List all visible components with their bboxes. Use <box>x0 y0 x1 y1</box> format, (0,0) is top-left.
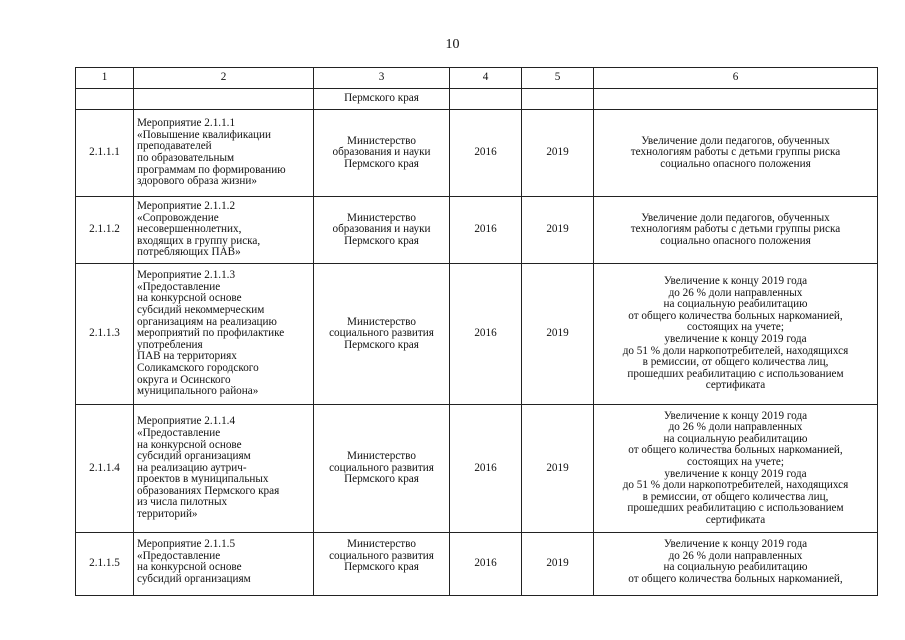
measure-name: Мероприятие 2.1.1.4 «Предоставление на конкурсной основе субсидий организациям на реализацию аутрич- проектов в муниципальных образованиях Пермского края из числа пилотных территорий» <box>134 405 314 533</box>
continued-executor: Пермского края <box>314 89 450 110</box>
measure-name: Мероприятие 2.1.1.5 «Предоставление на конкурсной основе субсидий организациям <box>134 533 314 596</box>
start-year: 2016 <box>450 405 522 533</box>
page-number: 10 <box>445 37 460 52</box>
table-header-row <box>76 68 878 89</box>
end-year: 2019 <box>522 110 594 197</box>
expected-result: Увеличение к концу 2019 года до 26 % доли направленных на социальную реабилитацию от общего количества больных наркоманией, <box>594 533 878 596</box>
start-year: 2016 <box>450 264 522 405</box>
table-row <box>76 197 878 264</box>
table-row <box>76 533 878 596</box>
header-cell: 2 <box>134 68 314 89</box>
row-number: 2.1.1.1 <box>76 110 134 197</box>
start-year: 2016 <box>450 197 522 264</box>
expected-result: Увеличение к концу 2019 года до 26 % доли направленных на социальную реабилитацию от общего количества больных наркоманией, состоящих на учете; увеличение к концу 2019 года до 51 % доли наркопотребителей, находящихся в ремиссии, от общего количества лиц, прошедших реабилитацию с использованием сертификата <box>594 405 878 533</box>
expected-result: Увеличение доли педагогов, обученных технологиям работы с детьми группы риска социально опасного положения <box>594 197 878 264</box>
end-year: 2019 <box>522 197 594 264</box>
header-cell: 6 <box>594 68 878 89</box>
row-number: 2.1.1.3 <box>76 264 134 405</box>
end-year: 2019 <box>522 533 594 596</box>
end-year: 2019 <box>522 405 594 533</box>
row-number: 2.1.1.2 <box>76 197 134 264</box>
program-table <box>75 67 878 596</box>
continued-row <box>76 89 878 110</box>
executor: Министерство социального развития Пермского края <box>314 533 450 596</box>
executor: Министерство образования и науки Пермского края <box>314 110 450 197</box>
measure-name: Мероприятие 2.1.1.2 «Сопровождение несовершеннолетних, входящих в группу риска, потребляющих ПАВ» <box>134 197 314 264</box>
row-number: 2.1.1.4 <box>76 405 134 533</box>
executor: Министерство социального развития Пермского края <box>314 405 450 533</box>
table-row <box>76 110 878 197</box>
measure-name: Мероприятие 2.1.1.3 «Предоставление на конкурсной основе субсидий некоммерческим организациям на реализацию мероприятий по профилактике употребления ПАВ на территориях Соликамского городского округа и Осинского муниципального района» <box>134 264 314 405</box>
measure-name: Мероприятие 2.1.1.1 «Повышение квалификации преподавателей по образовательным программам по формированию здорового образа жизни» <box>134 110 314 197</box>
header-cell: 1 <box>76 68 134 89</box>
expected-result: Увеличение доли педагогов, обученных технологиям работы с детьми группы риска социально опасного положения <box>594 110 878 197</box>
header-cell: 3 <box>314 68 450 89</box>
expected-result: Увеличение к концу 2019 года до 26 % доли направленных на социальную реабилитацию от общего количества больных наркоманией, состоящих на учете; увеличение к концу 2019 года до 51 % доли наркопотребителей, находящихся в ремиссии, от общего количества лиц, прошедших реабилитацию с использованием сертификата <box>594 264 878 405</box>
table-row <box>76 405 878 533</box>
start-year: 2016 <box>450 110 522 197</box>
end-year: 2019 <box>522 264 594 405</box>
executor: Министерство социального развития Пермского края <box>314 264 450 405</box>
row-number: 2.1.1.5 <box>76 533 134 596</box>
executor: Министерство образования и науки Пермского края <box>314 197 450 264</box>
header-cell: 4 <box>450 68 522 89</box>
header-cell: 5 <box>522 68 594 89</box>
table-row <box>76 264 878 405</box>
start-year: 2016 <box>450 533 522 596</box>
